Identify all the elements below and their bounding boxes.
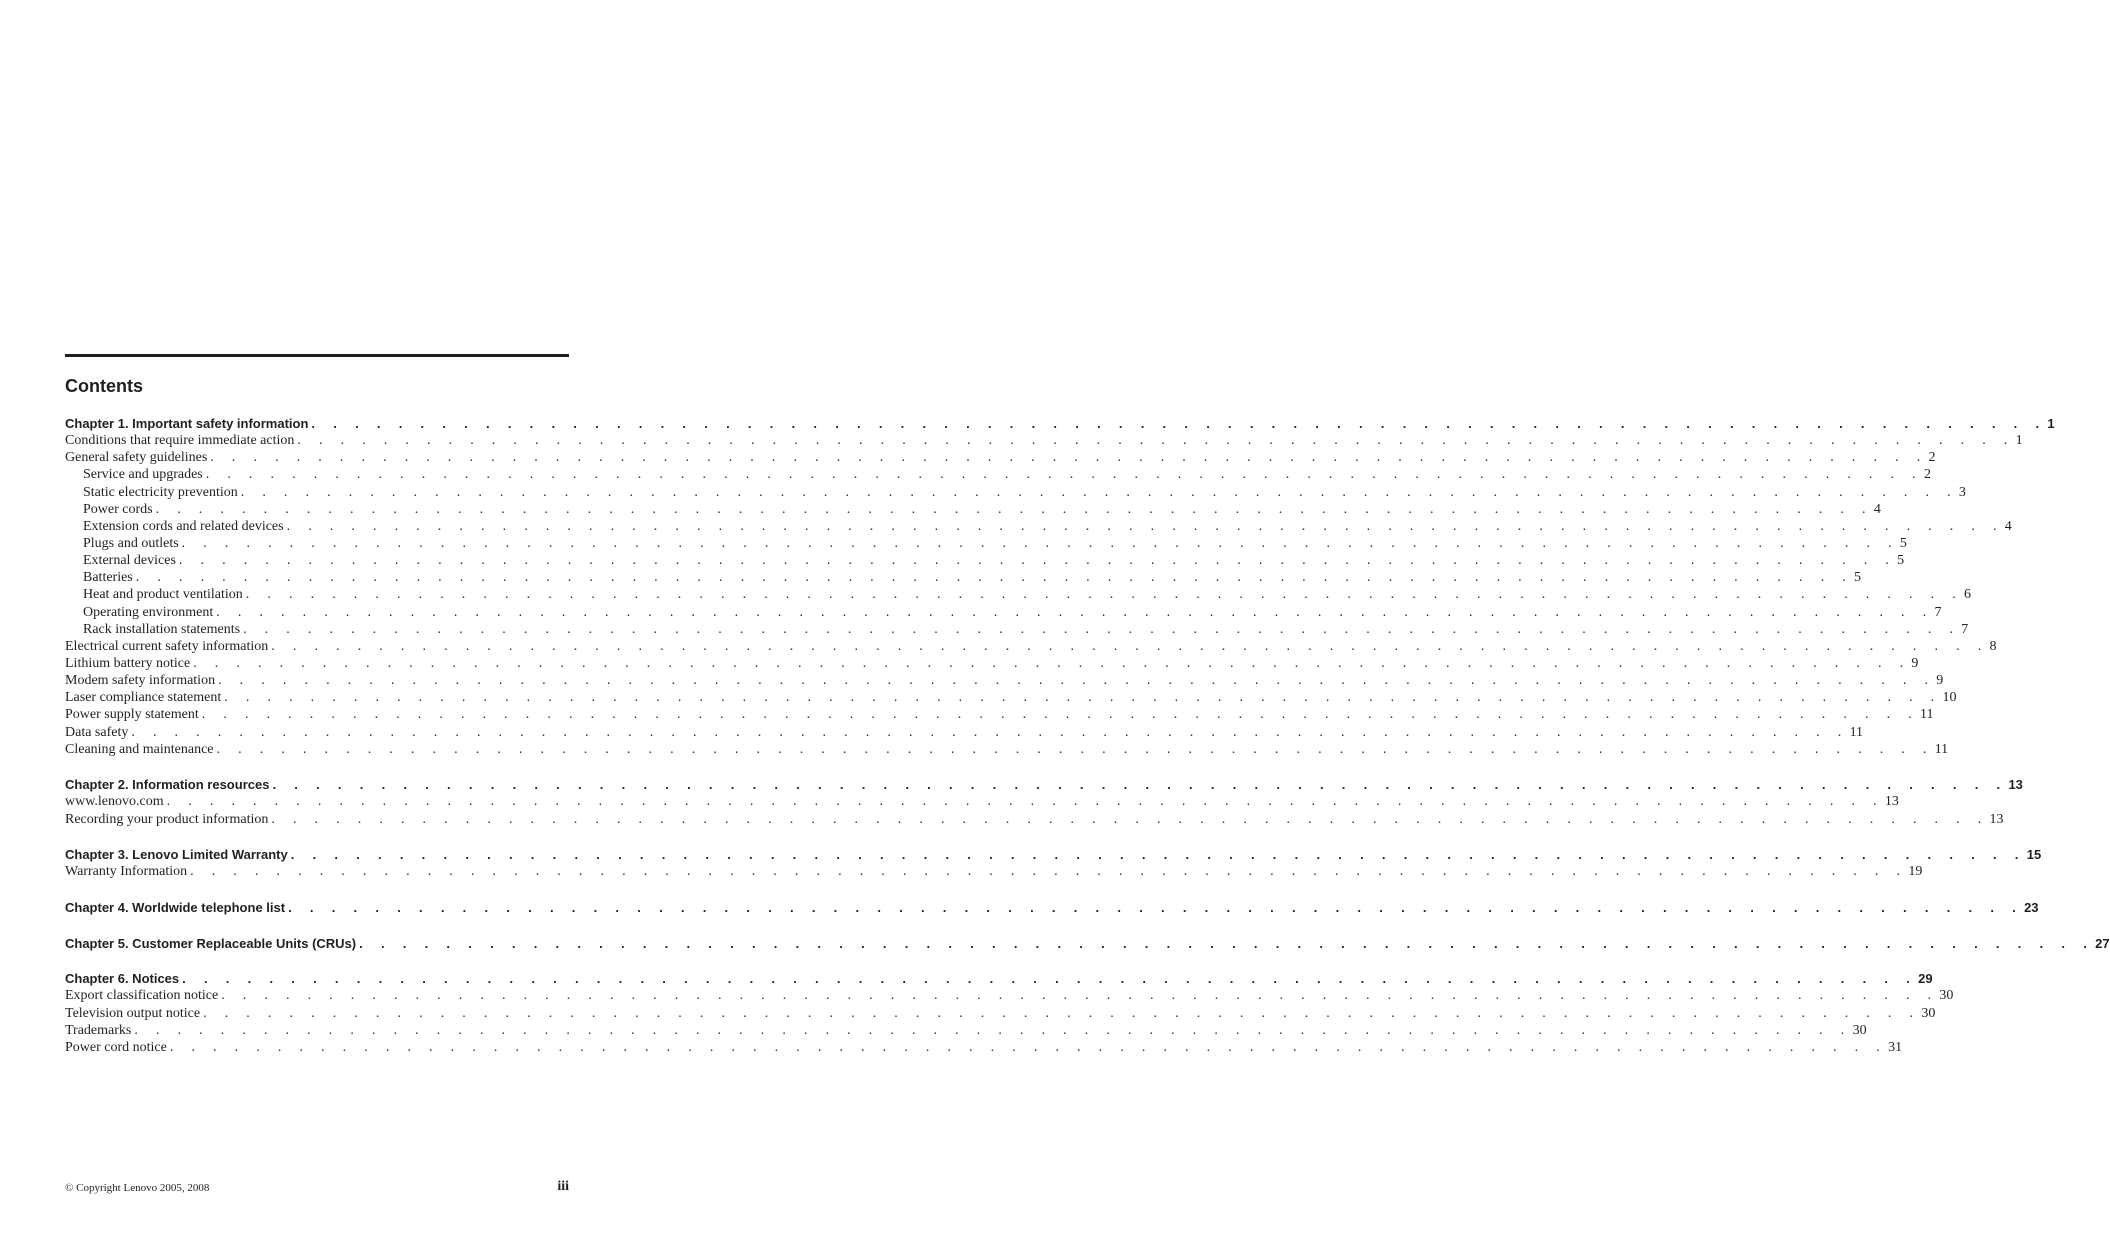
toc-entry[interactable] <box>65 863 1923 880</box>
toc-entry-page: 13 <box>2008 777 2023 793</box>
toc-entry-title: Extension cords and related devices <box>83 518 284 534</box>
dot-leader: . . . . . . . . . . . . . . . . . . . . . . . . . . . . . . . . . . . . . . . . . . . . . . . . . . . . . . . . . . . . . . . . . . . . . . . . . . . . . . . . <box>221 988 1939 1004</box>
toc-entry-title: Modem safety information <box>65 673 216 689</box>
dot-leader: . . . . . . . . . . . . . . . . . . . . . . . . . . . . . . . . . . . . . . . . . . . . . . . . . . . . . . . . . . . . . . . . . . . . . . . . . . . . . . . . <box>271 638 1989 654</box>
toc-entry-title: Chapter 4. Worldwide telephone list <box>65 900 286 916</box>
toc-entry-page: 13 <box>1884 794 1899 810</box>
toc-entry[interactable] <box>65 1005 1936 1022</box>
dot-leader: . . . . . . . . . . . . . . . . . . . . . . . . . . . . . . . . . . . . . . . . . . . . . . . . . . . . . . . . . . . . . . . . . . . . . . . . . . . . . . . . <box>210 450 1928 466</box>
toc-entry[interactable] <box>65 793 1899 810</box>
toc-entry[interactable] <box>65 621 1969 638</box>
toc-entry-title: Heat and product ventilation <box>83 587 243 603</box>
toc-entry-page: 10 <box>1942 690 1957 706</box>
toc-chapter-entry[interactable] <box>65 776 2023 793</box>
toc-entry-title: Television output notice <box>65 1005 201 1021</box>
dot-leader: . . . . . . . . . . . . . . . . . . . . . . . . . . . . . . . . . . . . . . . . . . . . . . . . . . . . . . . . . . . . . . . . . . . . . . . . . . . . . . . . <box>181 535 1899 551</box>
toc-chapter-entry[interactable] <box>65 970 1933 987</box>
toc-entry-page: 5 <box>1853 570 1861 586</box>
toc-entry[interactable] <box>65 552 1905 569</box>
toc-entry[interactable] <box>65 569 1861 586</box>
dot-leader: . . . . . . . . . . . . . . . . . . . . . . . . . . . . . . . . . . . . . . . . . . . . . . . . . . . . . . . . . . . . . . . . . . . . . . . . . . . . . . . . <box>190 864 1908 880</box>
toc-entry[interactable] <box>65 1022 1867 1039</box>
toc-entry-page: 11 <box>1934 741 1949 757</box>
toc-entry-title: Rack installation statements <box>83 621 241 637</box>
toc-entry[interactable] <box>65 518 2012 535</box>
toc-entry-page: 11 <box>1849 724 1864 740</box>
toc-entry-page: 6 <box>1964 587 1971 603</box>
heading-rule <box>65 354 569 357</box>
page-number: iii <box>557 1179 569 1194</box>
toc-entry-page: 15 <box>2026 847 2042 863</box>
toc-entry-page: 9 <box>1911 655 1919 671</box>
toc-entry[interactable] <box>65 466 1931 483</box>
dot-leader: . . . . . . . . . . . . . . . . . . . . . . . . . . . . . . . . . . . . . . . . . . . . . . . . . . . . . . . . . . . . . . . . . . . . . . . . . . . . . . . . <box>218 673 1936 689</box>
table-of-contents <box>65 415 2110 1056</box>
toc-entry[interactable] <box>65 724 1864 741</box>
toc-entry-page: 7 <box>1961 621 1969 637</box>
toc-entry-title: Lithium battery notice <box>65 655 191 671</box>
copyright-notice: © Copyright Lenovo 2005, 2008 <box>65 1182 210 1194</box>
toc-entry-page: 5 <box>1897 553 1905 569</box>
dot-leader: . . . . . . . . . . . . . . . . . . . . . . . . . . . . . . . . . . . . . . . . . . . . . . . . . . . . . . . . . . . . . . . . . . . . . . . . . . . . . . . . <box>201 707 1919 723</box>
toc-entry-page: 2 <box>1928 450 1936 466</box>
dot-leader: . . . . . . . . . . . . . . . . . . . . . . . . . . . . . . . . . . . . . . . . . . . . . . . . . . . . . . . . . . . . . . . . . . . . . . . . . . . . . . . . <box>205 467 1923 483</box>
toc-entry-title: Warranty Information <box>65 864 188 880</box>
dot-leader: . . . . . . . . . . . . . . . . . . . . . . . . . . . . . . . . . . . . . . . . . . . . . . . . . . . . . . . . . . . . . . . . . . . . . . . . . . . . . . . . <box>155 501 1873 517</box>
dot-leader: . . . . . . . . . . . . . . . . . . . . . . . . . . . . . . . . . . . . . . . . . . . . . . . . . . . . . . . . . . . . . . . . . . . . . . . . . . . . . . . . <box>288 900 2024 916</box>
toc-entry-page: 29 <box>1918 971 1933 987</box>
toc-entry[interactable] <box>65 655 1919 672</box>
toc-entry-page: 27 <box>2095 935 2110 951</box>
toc-entry[interactable] <box>65 1039 1903 1056</box>
dot-leader: . . . . . . . . . . . . . . . . . . . . . . . . . . . . . . . . . . . . . . . . . . . . . . . . . . . . . . . . . . . . . . . . . . . . . . . . . . . . . . . . <box>134 1022 1852 1038</box>
toc-entry-title: Batteries <box>83 570 133 586</box>
dot-leader: . . . . . . . . . . . . . . . . . . . . . . . . . . . . . . . . . . . . . . . . . . . . . . . . . . . . . . . . . . . . . . . . . . . . . . . . . . . . . . . . <box>311 416 2047 431</box>
dot-leader: . . . . . . . . . . . . . . . . . . . . . . . . . . . . . . . . . . . . . . . . . . . . . . . . . . . . . . . . . . . . . . . . . . . . . . . . . . . . . . . . <box>216 604 1934 620</box>
toc-entry-page: 5 <box>1899 535 1907 551</box>
dot-leader: . . . . . . . . . . . . . . . . . . . . . . . . . . . . . . . . . . . . . . . . . . . . . . . . . . . . . . . . . . . . . . . . . . . . . . . . . . . . . . . . <box>178 553 1897 569</box>
toc-entry-page: 9 <box>1936 673 1944 689</box>
toc-entry[interactable] <box>65 706 1934 723</box>
dot-leader: . . . . . . . . . . . . . . . . . . . . . . . . . . . . . . . . . . . . . . . . . . . . . . . . . . . . . . . . . . . . . . . . . . . . . . . . . . . . . . . . <box>271 811 1989 827</box>
toc-entry-title: General safety guidelines <box>65 450 208 466</box>
toc-entry[interactable] <box>65 638 1997 655</box>
dot-leader: . . . . . . . . . . . . . . . . . . . . . . . . . . . . . . . . . . . . . . . . . . . . . . . . . . . . . . . . . . . . . . . . . . . . . . . . . . . . . . . . <box>193 655 1911 671</box>
toc-entry-page: 2 <box>1923 467 1931 483</box>
toc-entry-title: Data safety <box>65 724 129 740</box>
dot-leader: . . . . . . . . . . . . . . . . . . . . . . . . . . . . . . . . . . . . . . . . . . . . . . . . . . . . . . . . . . . . . . . . . . . . . . . . . . . . . . . . <box>243 621 1961 637</box>
toc-entry-title: Trademarks <box>65 1022 132 1038</box>
toc-entry-page: 3 <box>1958 484 1966 500</box>
toc-entry-page: 1 <box>2047 416 2055 431</box>
toc-entry-title: Chapter 6. Notices <box>65 971 180 987</box>
toc-entry[interactable] <box>65 672 1944 689</box>
toc-entry-title: Plugs and outlets <box>83 535 179 551</box>
toc-entry-title: Chapter 2. Information resources <box>65 777 270 793</box>
toc-entry-title: Static electricity prevention <box>83 484 238 500</box>
toc-entry-title: Export classification notice <box>65 988 219 1004</box>
toc-entry-title: Chapter 5. Customer Replaceable Units (CRUs) <box>65 935 357 951</box>
toc-entry-title: Conditions that require immediate action <box>65 433 295 449</box>
toc-entry-title: Power cords <box>83 501 153 517</box>
dot-leader: . . . . . . . . . . . . . . . . . . . . . . . . . . . . . . . . . . . . . . . . . . . . . . . . . . . . . . . . . . . . . . . . . . . . . . . . . . . . . . . . <box>169 1039 1888 1055</box>
toc-entry-page: 11 <box>1919 707 1934 723</box>
toc-chapter-entry[interactable] <box>65 415 2055 432</box>
toc-entry-title: Chapter 3. Lenovo Limited Warranty <box>65 847 288 863</box>
toc-entry-title: Recording your product information <box>65 811 269 827</box>
toc-chapter-entry[interactable] <box>65 846 2042 863</box>
toc-entry-title: Electrical current safety information <box>65 638 269 654</box>
toc-entry[interactable] <box>65 741 1949 758</box>
toc-entry-page: 1 <box>2015 433 2023 449</box>
dot-leader: . . . . . . . . . . . . . . . . . . . . . . . . . . . . . . . . . . . . . . . . . . . . . . . . . . . . . . . . . . . . . . . . . . . . . . . . . . . . . . . . <box>297 433 2015 449</box>
dot-leader: . . . . . . . . . . . . . . . . . . . . . . . . . . . . . . . . . . . . . . . . . . . . . . . . . . . . . . . . . . . . . . . . . . . . . . . . . . . . . . . . <box>224 690 1942 706</box>
toc-entry[interactable] <box>65 689 1957 706</box>
toc-entry-title: Power cord notice <box>65 1039 167 1055</box>
toc-chapter-entry[interactable] <box>65 899 2039 916</box>
dot-leader: . . . . . . . . . . . . . . . . . . . . . . . . . . . . . . . . . . . . . . . . . . . . . . . . . . . . . . . . . . . . . . . . . . . . . . . . . . . . . . . . <box>286 518 2004 534</box>
dot-leader: . . . . . . . . . . . . . . . . . . . . . . . . . . . . . . . . . . . . . . . . . . . . . . . . . . . . . . . . . . . . . . . . . . . . . . . . . . . . . . . . <box>216 741 1934 757</box>
toc-entry[interactable] <box>65 501 1881 518</box>
toc-entry-title: External devices <box>83 553 176 569</box>
dot-leader: . . . . . . . . . . . . . . . . . . . . . . . . . . . . . . . . . . . . . . . . . . . . . . . . . . . . . . . . . . . . . . . . . . . . . . . . . . . . . . . . <box>240 484 1958 500</box>
toc-entry-title: Laser compliance statement <box>65 690 222 706</box>
dot-leader: . . . . . . . . . . . . . . . . . . . . . . . . . . . . . . . . . . . . . . . . . . . . . . . . . . . . . . . . . . . . . . . . . . . . . . . . . . . . . . . . <box>290 847 2026 863</box>
toc-entry[interactable] <box>65 449 1936 466</box>
toc-entry-title: Chapter 1. Important safety information <box>65 416 309 431</box>
toc-entry-page: 8 <box>1989 638 1997 654</box>
dot-leader: . . . . . . . . . . . . . . . . . . . . . . . . . . . . . . . . . . . . . . . . . . . . . . . . . . . . . . . . . . . . . . . . . . . . . . . . . . . . . . . . <box>182 971 1918 987</box>
toc-entry-page: 4 <box>2004 518 2012 534</box>
toc-entry-page: 30 <box>1921 1005 1936 1021</box>
toc-chapter-entry[interactable] <box>65 935 2110 952</box>
toc-entry-page: 7 <box>1934 604 1942 620</box>
toc-entry[interactable] <box>65 535 1907 552</box>
dot-leader: . . . . . . . . . . . . . . . . . . . . . . . . . . . . . . . . . . . . . . . . . . . . . . . . . . . . . . . . . . . . . . . . . . . . . . . . . . . . . . . . <box>245 587 1963 603</box>
toc-entry[interactable] <box>65 484 1966 501</box>
toc-entry-page: 4 <box>1873 501 1881 517</box>
toc-entry-page: 13 <box>1989 811 2004 827</box>
toc-entry[interactable] <box>65 987 1954 1004</box>
dot-leader: . . . . . . . . . . . . . . . . . . . . . . . . . . . . . . . . . . . . . . . . . . . . . . . . . . . . . . . . . . . . . . . . . . . . . . . . . . . . . . . . <box>359 935 2095 951</box>
page-title: Contents <box>65 376 143 396</box>
toc-entry-title: Cleaning and maintenance <box>65 741 214 757</box>
toc-entry[interactable] <box>65 586 1971 603</box>
toc-entry-title: Service and upgrades <box>83 467 203 483</box>
toc-entry-title: Operating environment <box>83 604 214 620</box>
dot-leader: . . . . . . . . . . . . . . . . . . . . . . . . . . . . . . . . . . . . . . . . . . . . . . . . . . . . . . . . . . . . . . . . . . . . . . . . . . . . . . . . <box>203 1005 1921 1021</box>
toc-entry-title: www.lenovo.com <box>65 794 164 810</box>
toc-entry[interactable] <box>65 811 2004 828</box>
dot-leader: . . . . . . . . . . . . . . . . . . . . . . . . . . . . . . . . . . . . . . . . . . . . . . . . . . . . . . . . . . . . . . . . . . . . . . . . . . . . . . . . <box>131 724 1849 740</box>
toc-entry-title: Power supply statement <box>65 707 199 723</box>
toc-entry-page: 30 <box>1939 988 1954 1004</box>
toc-entry[interactable] <box>65 432 2023 449</box>
toc-entry-page: 30 <box>1852 1022 1867 1038</box>
dot-leader: . . . . . . . . . . . . . . . . . . . . . . . . . . . . . . . . . . . . . . . . . . . . . . . . . . . . . . . . . . . . . . . . . . . . . . . . . . . . . . . . <box>135 570 1853 586</box>
dot-leader: . . . . . . . . . . . . . . . . . . . . . . . . . . . . . . . . . . . . . . . . . . . . . . . . . . . . . . . . . . . . . . . . . . . . . . . . . . . . . . . . <box>166 794 1884 810</box>
toc-entry-page: 31 <box>1888 1039 1903 1055</box>
toc-entry-page: 23 <box>2024 900 2039 916</box>
toc-entry-page: 19 <box>1908 864 1923 880</box>
dot-leader: . . . . . . . . . . . . . . . . . . . . . . . . . . . . . . . . . . . . . . . . . . . . . . . . . . . . . . . . . . . . . . . . . . . . . . . . . . . . . . . . <box>272 777 2008 793</box>
toc-entry[interactable] <box>65 604 1942 621</box>
